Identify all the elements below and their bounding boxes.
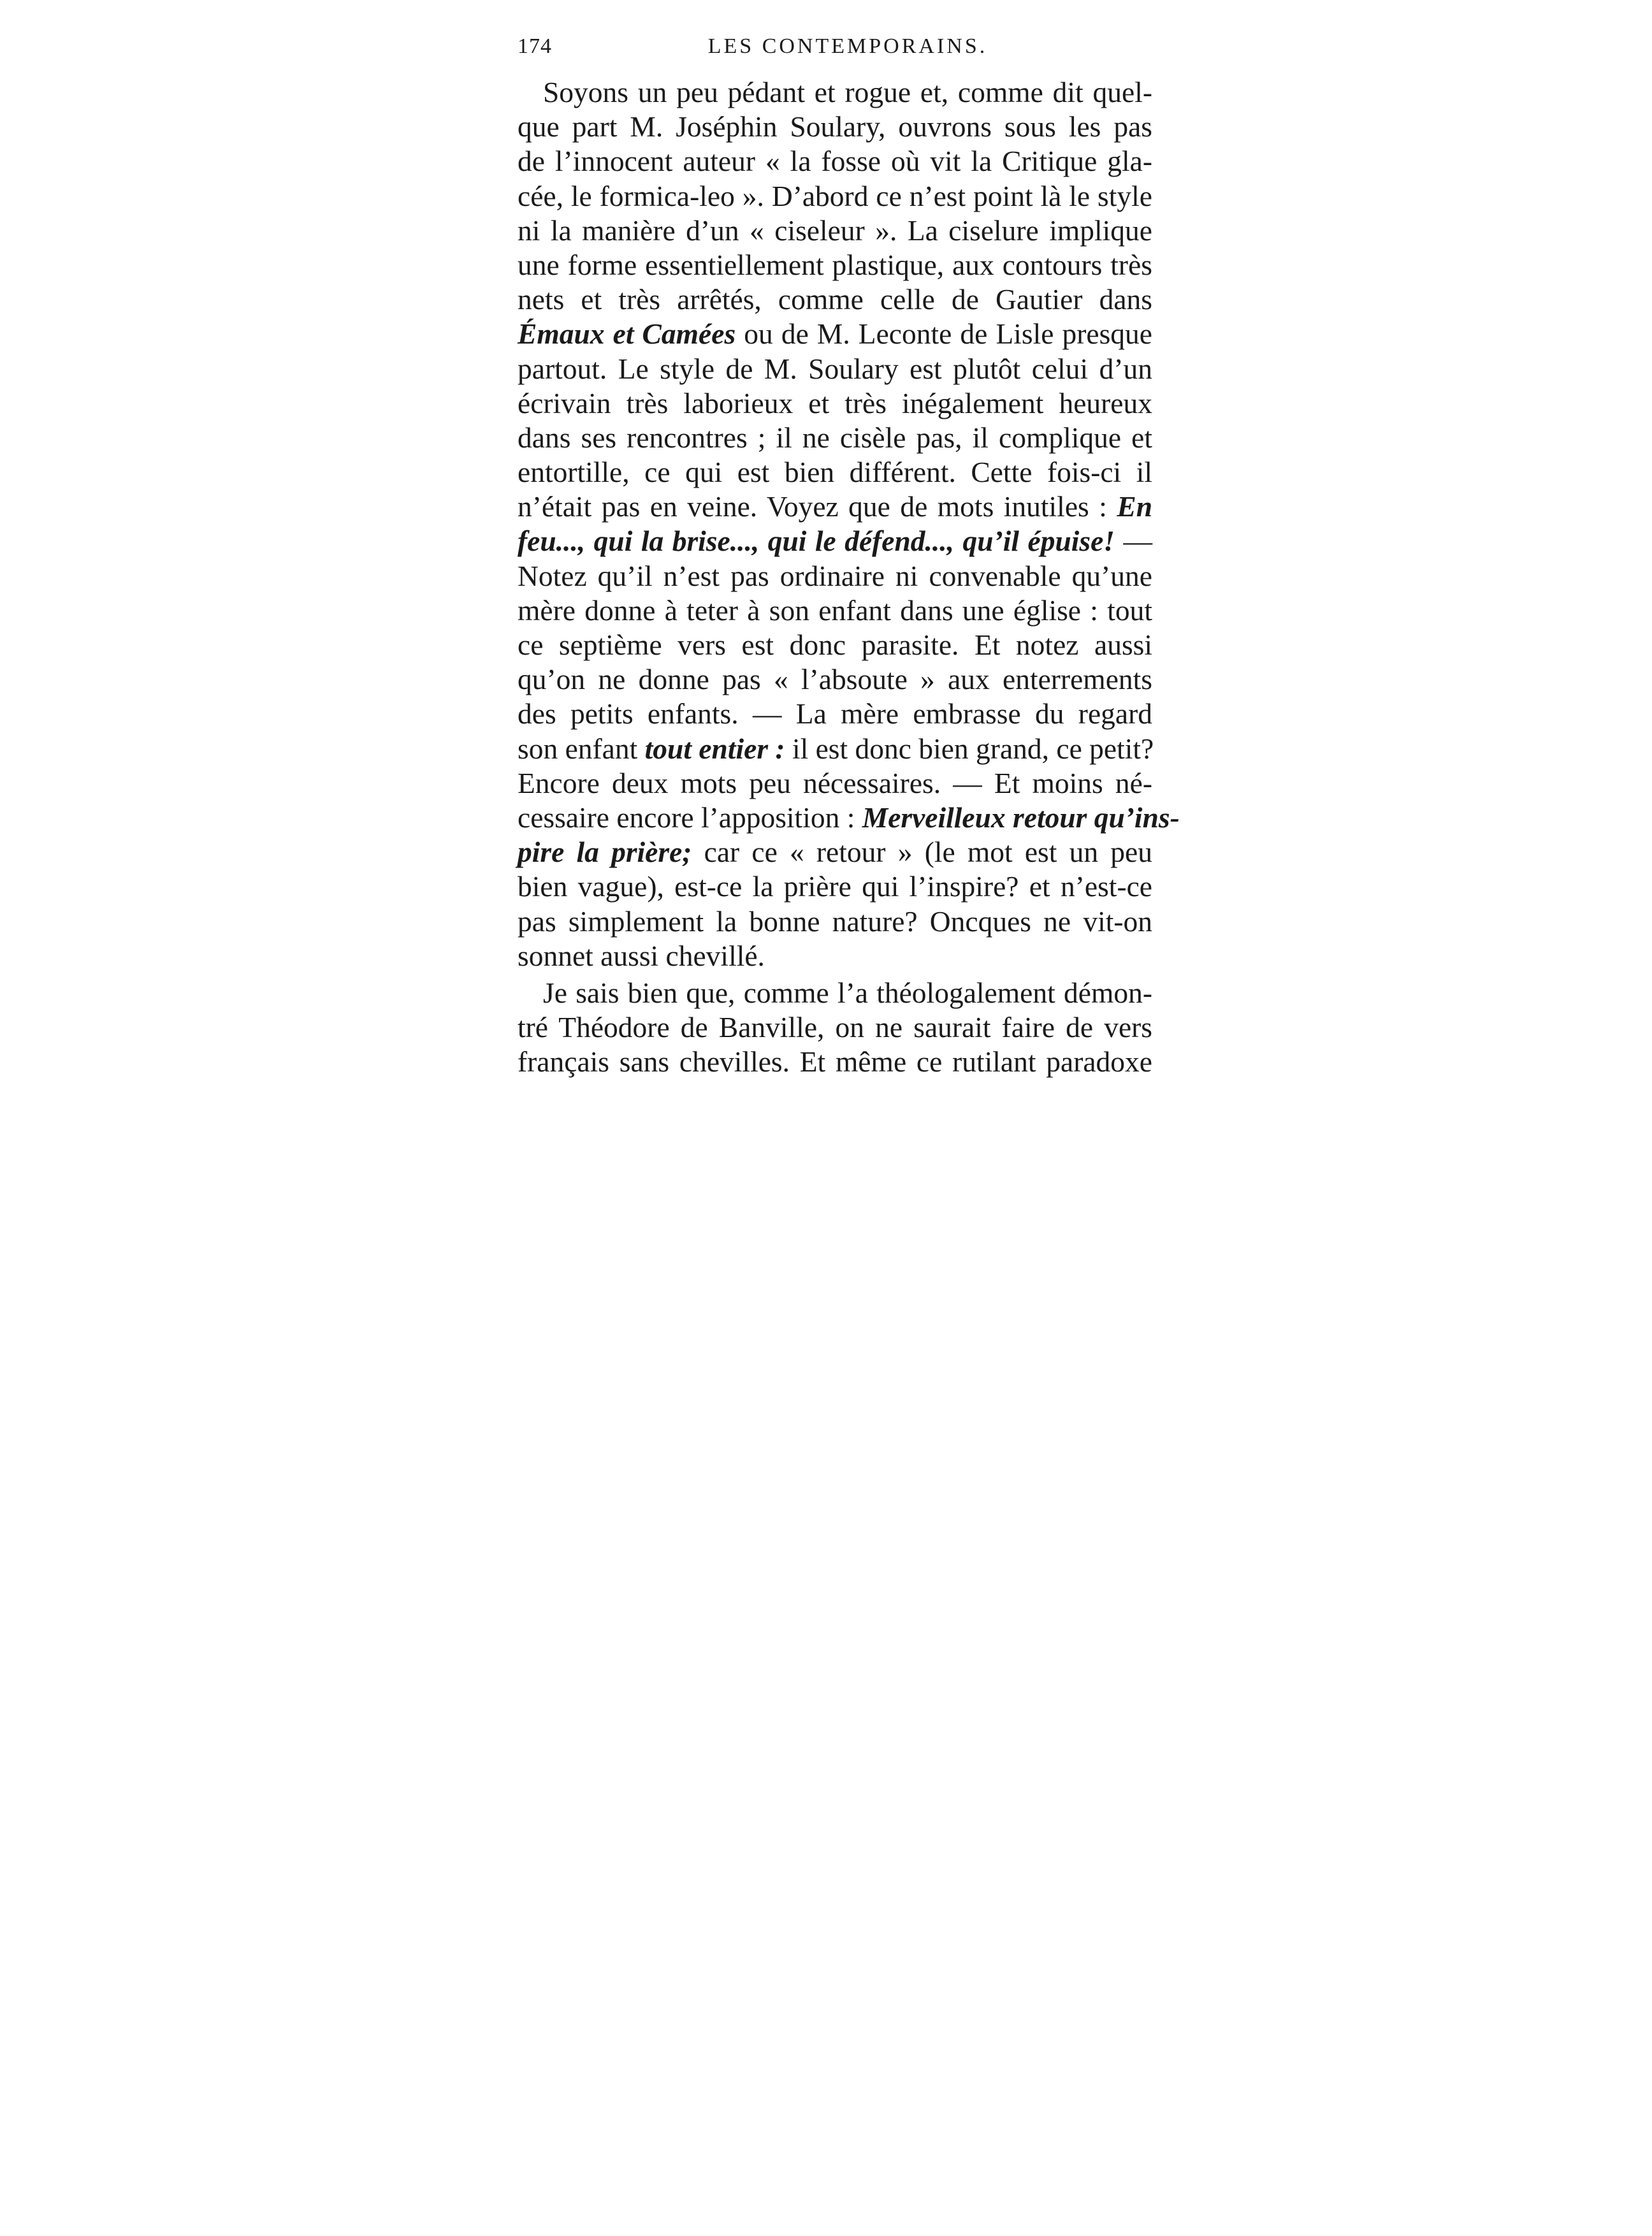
text-run: — [1115, 525, 1153, 558]
text-line: nets et très arrêtés, comme celle de Gautier dans [518, 283, 1152, 316]
text-line: bien vague), est-ce la prière qui l’inspire? et n’est-ce [518, 870, 1152, 903]
text-line: dans ses rencontres ; il ne cisèle pas, il complique et [518, 421, 1152, 454]
text-line [518, 835, 1152, 869]
body-text [518, 75, 1180, 1079]
text-line: français sans chevilles. Et même ce rutilant paradoxe [518, 1045, 1152, 1078]
text-line [518, 801, 1180, 835]
text-line: écrivain très laborieux et très inégalement heureux [518, 386, 1152, 419]
text-line: des petits enfants. — La mère embrasse du regard [518, 697, 1152, 730]
italic-title: Émaux et Camées [518, 317, 736, 351]
text-line: entortille, ce qui est bien différent. Cette fois-ci il [518, 456, 1152, 489]
text-line: Soyons un peu pédant et rogue et, comme dit quel- [543, 76, 1152, 108]
text-line: ce septième vers est donc parasite. Et notez aussi [518, 628, 1152, 661]
text-run: car ce « retour » (le mot est un peu [692, 836, 1152, 869]
text-line: de l’innocent auteur « la fosse où vit la Critique gla- [518, 145, 1152, 178]
text-line: cée, le formica-leo ». D’abord ce n’est point là le style [518, 179, 1152, 212]
text-line [518, 317, 1152, 351]
text-line: sonnet aussi chevillé. [518, 939, 765, 972]
italic-quote: Merveilleux retour qu’ins- [862, 801, 1180, 834]
italic-quote: tout entier : [644, 732, 785, 765]
text-line: une forme essentiellement plastique, aux contours très [518, 248, 1152, 281]
text-line: mère donne à teter à son enfant dans une église : tout [518, 593, 1152, 627]
running-title: LES CONTEMPORAINS. [707, 34, 988, 58]
text-line: Je sais bien que, comme l’a théologalement démon- [543, 976, 1152, 1009]
text-run: il est donc bien grand, ce petit? [785, 732, 1154, 765]
text-run: son enfant [518, 732, 645, 765]
text-run: ou de M. Leconte de Lisle presque [735, 317, 1153, 351]
text-line: Notez qu’il n’est pas ordinaire ni convenable qu’une [518, 559, 1152, 592]
italic-quote: pire la prière; [518, 836, 692, 869]
text-line: pas simplement la bonne nature? Oncques ne vit-on [518, 904, 1152, 938]
page-header [518, 31, 1152, 62]
text-line: Encore deux mots peu nécessaires. — Et moins né- [518, 766, 1152, 799]
text-line: tré Théodore de Banville, on ne saurait faire de vers [518, 1011, 1152, 1044]
text-line: qu’on ne donne pas « l’absoute » aux enterrements [518, 663, 1152, 696]
text-line [518, 732, 1152, 766]
text-line [518, 524, 1152, 558]
italic-quote: feu..., qui la brise..., qui le défend..., qu’il épuise! [518, 525, 1115, 558]
text-run: cessaire encore l’apposition : [518, 801, 862, 834]
text-run: n’était pas en veine. Voyez que de mots inutiles : [518, 490, 1117, 523]
text-line: ni la manière d’un « ciseleur ». La ciselure implique [518, 214, 1152, 247]
text-line: partout. Le style de M. Soulary est plutôt celui d’un [518, 352, 1152, 385]
text-line: que part M. Joséphin Soulary, ouvrons sous les pas [518, 110, 1152, 143]
text-line [518, 490, 1152, 524]
page-number: 174 [518, 34, 552, 58]
italic-quote: En [1117, 490, 1152, 523]
